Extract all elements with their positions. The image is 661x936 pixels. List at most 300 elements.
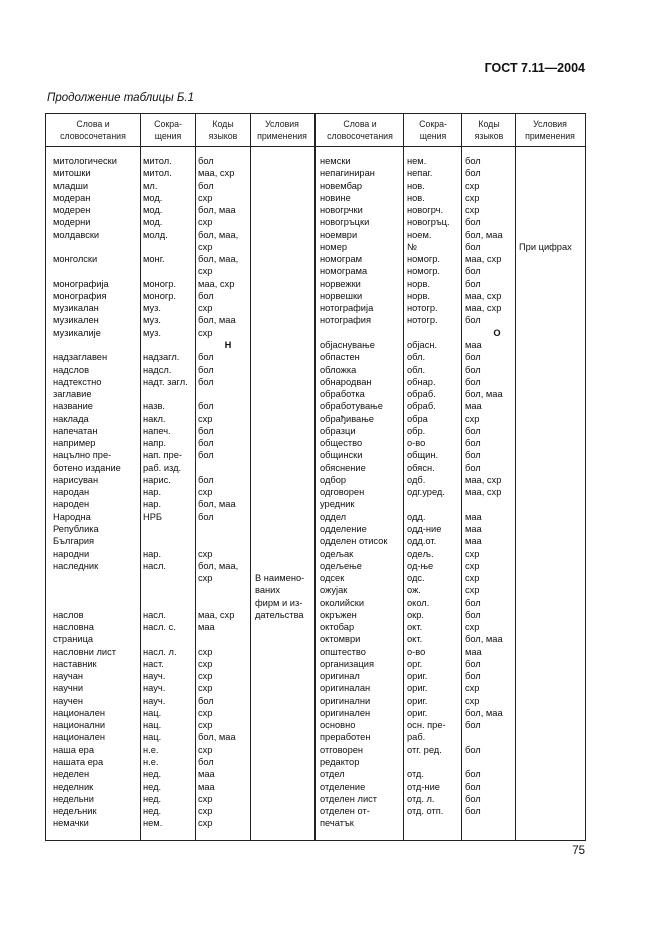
table-row	[314, 449, 586, 461]
table-row	[314, 633, 586, 645]
header-abbr: Сокра-щения	[419, 118, 447, 141]
abbr-cell: одд.	[407, 511, 426, 522]
abbr-cell: НРБ	[143, 511, 163, 522]
word-cell: отделение	[320, 781, 366, 792]
abbr-cell: молд.	[143, 229, 168, 240]
code-cell: схр	[465, 573, 480, 584]
word-cell: монголски	[53, 254, 98, 265]
code-cell: схр	[198, 744, 213, 755]
header-words: Слова и словосочетания	[60, 118, 126, 141]
abbr-cell: насл. с.	[143, 622, 176, 633]
abbr-cell: осн. пре-	[407, 720, 446, 731]
table-row	[45, 180, 314, 192]
table-row	[314, 351, 586, 363]
code-cell: маа, схр	[465, 254, 502, 265]
word-cell: нотография	[320, 315, 372, 326]
abbr-cell: окт.	[407, 622, 423, 633]
table-row	[45, 278, 314, 290]
word-cell: новембар	[320, 180, 363, 191]
table-row	[45, 167, 314, 179]
word-cell: оддел	[320, 511, 347, 522]
header-conditions: Условия применения	[257, 118, 307, 141]
abbr-cell: нац.	[143, 732, 162, 743]
table-row	[45, 364, 314, 376]
table-row	[45, 265, 314, 277]
code-cell: маа	[465, 511, 482, 522]
table-row	[314, 719, 586, 731]
table-row	[314, 560, 586, 572]
table-row	[45, 511, 314, 523]
word-cell: обработка	[320, 389, 365, 400]
table-row	[45, 474, 314, 486]
word-cell: неделен	[53, 769, 90, 780]
word-cell: нарисуван	[53, 474, 99, 485]
abbr-cell: новогрч.	[407, 205, 444, 216]
table-row	[45, 744, 314, 756]
abbr-cell: нед.	[143, 806, 162, 817]
code-cell: схр	[465, 548, 480, 559]
abbr-cell: ориг.	[407, 683, 428, 694]
code-cell: схр	[198, 818, 213, 829]
code-cell: бол	[465, 769, 481, 780]
table-row	[45, 498, 314, 510]
code-cell: бол	[465, 781, 481, 792]
word-cell: непагиниран	[320, 168, 375, 179]
word-cell: номограм	[320, 254, 362, 265]
word-cell: общество	[320, 438, 363, 449]
word-cell: отговорен	[320, 744, 364, 755]
table-row	[314, 756, 586, 768]
abbr-cell: одд-ние	[407, 523, 442, 534]
abbr-cell: окт.	[407, 634, 423, 645]
table-row	[314, 400, 586, 412]
table-row	[45, 302, 314, 314]
code-cell: бол	[465, 806, 481, 817]
table-row	[314, 682, 586, 694]
table-row	[45, 437, 314, 449]
table-row	[45, 756, 314, 768]
word-cell: народан	[53, 487, 90, 498]
abbr-cell: нед.	[143, 793, 162, 804]
word-cell: монографија	[53, 278, 109, 289]
table-row	[314, 805, 586, 817]
abbr-cell: науч.	[143, 683, 166, 694]
section-letter: Н	[224, 339, 232, 350]
note-line: При цифрах	[519, 241, 572, 252]
code-cell: бол	[198, 474, 214, 485]
word-cell: недељник	[53, 806, 97, 817]
abbr-cell: нап. пре-	[143, 450, 182, 461]
header-abbr: Сокра-щения	[154, 118, 182, 141]
word-cell: насловни лист	[53, 646, 117, 657]
abbr-cell: мод.	[143, 192, 163, 203]
word-cell: ботено издание	[53, 462, 121, 473]
abbr-cell: нар.	[143, 499, 162, 510]
code-cell: бол, маа,	[198, 254, 239, 265]
word-cell: одељак	[320, 548, 354, 559]
table-row	[45, 229, 314, 241]
table-row	[314, 597, 586, 609]
table-row	[45, 793, 314, 805]
table-row	[314, 180, 586, 192]
word-cell: модерни	[53, 217, 91, 228]
table-row	[314, 253, 586, 265]
word-cell: България	[53, 536, 95, 547]
table-row	[45, 670, 314, 682]
table-row	[314, 707, 586, 719]
table-row	[314, 731, 586, 743]
word-cell: околийски	[320, 597, 365, 608]
word-cell: младши	[53, 180, 89, 191]
word-cell: модерен	[53, 205, 91, 216]
word-cell: научни	[53, 683, 84, 694]
abbr-cell: одс.	[407, 573, 425, 584]
code-cell: схр	[465, 560, 480, 571]
code-cell: маа	[465, 536, 482, 547]
table-row	[314, 278, 586, 290]
abbr-cell: нотогр.	[407, 315, 438, 326]
word-cell: нашата ера	[53, 757, 104, 768]
abbr-cell: надзагл.	[143, 352, 180, 363]
table-row	[314, 437, 586, 449]
table-row	[314, 216, 586, 228]
word-cell: редактор	[320, 757, 360, 768]
abbr-cell: ноем.	[407, 229, 432, 240]
abbr-cell: накл.	[143, 413, 166, 424]
table-row	[45, 646, 314, 658]
abbr-cell: ориг.	[407, 671, 428, 682]
table-row	[45, 253, 314, 265]
word-cell: обнародван	[320, 376, 372, 387]
code-cell: маа, схр	[198, 168, 235, 179]
code-cell: маа, схр	[198, 278, 235, 289]
abbr-cell: обр.	[407, 425, 426, 436]
table-row	[45, 204, 314, 216]
word-cell: наследник	[53, 560, 99, 571]
word-cell: национални	[53, 720, 106, 731]
word-cell: основно	[320, 720, 356, 731]
table-row	[314, 572, 586, 584]
table-row	[45, 621, 314, 633]
abbr-cell: напр.	[143, 438, 167, 449]
code-cell: бол	[198, 401, 214, 412]
code-cell: бол, маа	[465, 707, 503, 718]
code-cell: бол	[465, 597, 481, 608]
standard-code: ГОСТ 7.11—2004	[484, 61, 585, 75]
word-cell: уредник	[320, 499, 355, 510]
code-cell: бол	[198, 290, 214, 301]
word-cell: надслов	[53, 364, 90, 375]
abbr-cell: обл.	[407, 352, 426, 363]
table-row	[314, 265, 586, 277]
code-cell: схр	[198, 413, 213, 424]
abbr-cell: нем.	[143, 818, 163, 829]
page-number: 75	[572, 845, 585, 857]
code-cell: бол	[198, 438, 214, 449]
table-caption: Продолжение таблицы Б.1	[47, 92, 194, 104]
abbr-cell: непаг.	[407, 168, 433, 179]
code-cell: схр	[198, 671, 213, 682]
table-row	[314, 229, 586, 241]
code-cell: схр	[465, 622, 480, 633]
note-line: В наимено-	[255, 573, 305, 584]
table-row	[314, 425, 586, 437]
abbr-cell: назв.	[143, 401, 165, 412]
abbr-cell: митол.	[143, 156, 172, 166]
table-row	[314, 658, 586, 670]
code-cell: схр	[198, 793, 213, 804]
abbr-cell: норв.	[407, 278, 430, 289]
table-row	[314, 413, 586, 425]
table-row	[314, 744, 586, 756]
word-cell: норвешки	[320, 290, 363, 301]
code-cell: бол, маа	[465, 229, 503, 240]
table-row	[45, 290, 314, 302]
table-row	[45, 241, 314, 253]
table-row	[45, 560, 314, 572]
abbr-cell: отд. отп.	[407, 806, 444, 817]
abbr-cell: обясн.	[407, 462, 435, 473]
code-cell: схр	[198, 327, 213, 338]
code-cell: схр	[198, 707, 213, 718]
abbr-cell: наст.	[143, 658, 164, 669]
code-cell: бол	[465, 425, 481, 436]
abbr-cell: нац.	[143, 720, 162, 731]
code-cell: бол	[198, 352, 214, 363]
word-cell: оригиналан	[320, 683, 371, 694]
code-cell: бол	[198, 757, 214, 768]
table-row	[314, 498, 586, 510]
word-cell: нотографија	[320, 303, 374, 314]
word-cell: заглавие	[53, 389, 92, 400]
abbr-cell: отд. л.	[407, 793, 435, 804]
abbr-cell: одд.от.	[407, 536, 437, 547]
abbr-cell: обраб.	[407, 401, 436, 412]
code-cell: схр	[198, 192, 213, 203]
code-cell: схр	[465, 413, 480, 424]
abbr-cell: мл.	[143, 180, 158, 191]
code-cell: бол, маа,	[198, 229, 239, 240]
code-cell: схр	[198, 573, 213, 584]
abbr-cell: нар.	[143, 548, 162, 559]
word-cell: новогръцки	[320, 217, 370, 228]
code-cell: бол	[465, 364, 481, 375]
word-cell: отделен лист	[320, 793, 378, 804]
abbr-cell: нар.	[143, 487, 162, 498]
word-cell: немски	[320, 156, 351, 166]
code-cell: маа	[465, 646, 482, 657]
word-cell: оригинални	[320, 695, 371, 706]
word-cell: страница	[53, 634, 94, 645]
word-cell: музикалије	[53, 327, 101, 338]
table-row	[314, 474, 586, 486]
code-cell: бол	[465, 352, 481, 363]
table-row	[45, 425, 314, 437]
abbr-cell: норв.	[407, 290, 430, 301]
word-cell: модеран	[53, 192, 91, 203]
word-cell: одбор	[320, 474, 347, 485]
abbr-cell: н.е.	[143, 757, 159, 768]
code-cell: бол	[465, 671, 481, 682]
code-cell: схр	[465, 192, 480, 203]
word-cell: печатък	[320, 818, 354, 829]
table-row	[314, 548, 586, 560]
word-cell: одделен отисок	[320, 536, 388, 547]
code-cell: бол	[465, 450, 481, 461]
abbr-cell: нов.	[407, 180, 425, 191]
word-cell: одсек	[320, 573, 345, 584]
abbreviation-table	[45, 113, 586, 841]
code-cell: схр	[198, 303, 213, 314]
code-cell: схр	[465, 683, 480, 694]
code-cell: бол, маа,	[198, 560, 239, 571]
abbr-cell: објасн.	[407, 339, 438, 350]
code-cell: бол	[465, 156, 481, 166]
code-cell: бол	[465, 266, 481, 277]
abbr-cell: новогръц.	[407, 217, 450, 228]
abbr-cell: митол.	[143, 168, 172, 179]
table-row	[314, 768, 586, 780]
word-cell: напечатан	[53, 425, 98, 436]
word-cell: название	[53, 401, 93, 412]
code-cell: бол, маа	[198, 315, 236, 326]
abbr-cell: орг.	[407, 658, 423, 669]
code-cell: бол	[465, 315, 481, 326]
word-cell: музикален	[53, 315, 99, 326]
abbr-cell: одељ.	[407, 548, 434, 559]
table-row	[314, 167, 586, 179]
code-cell: схр	[198, 266, 213, 277]
table-row	[314, 327, 586, 339]
word-cell: Народна	[53, 511, 91, 522]
table-row	[45, 523, 314, 535]
code-cell: бол	[198, 156, 214, 166]
table-row	[314, 535, 586, 547]
table-row	[314, 339, 586, 351]
code-cell: бол	[465, 241, 481, 252]
table-row	[314, 670, 586, 682]
code-cell: схр	[198, 683, 213, 694]
abbr-cell: надсл.	[143, 364, 172, 375]
table-row	[45, 413, 314, 425]
word-cell: номограма	[320, 266, 368, 277]
code-cell: бол	[465, 658, 481, 669]
table-row	[314, 376, 586, 388]
abbr-cell: насл.	[143, 609, 166, 620]
abbr-cell: о-во	[407, 438, 426, 449]
code-cell: бол, маа	[465, 634, 503, 645]
code-cell: бол	[465, 609, 481, 620]
table-row	[45, 817, 314, 829]
table-row	[314, 695, 586, 707]
abbr-cell: нац.	[143, 707, 162, 718]
word-cell: немачки	[53, 818, 89, 829]
code-cell: схр	[465, 205, 480, 216]
word-cell: наклада	[53, 413, 89, 424]
word-cell: обпастен	[320, 352, 360, 363]
table-row	[45, 707, 314, 719]
table-row	[45, 805, 314, 817]
word-cell: музикалан	[53, 303, 99, 314]
word-cell: окръжен	[320, 609, 357, 620]
code-cell: бол	[198, 450, 214, 461]
abbr-cell: мод.	[143, 217, 163, 228]
word-cell: обложка	[320, 364, 357, 375]
header-conditions: Условия применения	[525, 118, 575, 141]
code-cell: маа	[198, 622, 215, 633]
table-row	[45, 719, 314, 731]
abbr-cell: нотогр.	[407, 303, 438, 314]
table-row	[314, 781, 586, 793]
code-cell: схр	[465, 180, 480, 191]
table-row	[45, 731, 314, 743]
table-row	[314, 155, 586, 167]
table-row	[314, 793, 586, 805]
table-row	[45, 535, 314, 547]
abbr-cell: ориг.	[407, 707, 428, 718]
word-cell: оригинален	[320, 707, 371, 718]
abbr-cell: нед.	[143, 781, 162, 792]
table-row	[314, 290, 586, 302]
abbr-cell: раб. изд.	[143, 462, 182, 473]
code-cell: бол	[465, 744, 481, 755]
table-row	[314, 584, 586, 596]
abbr-cell: муз.	[143, 303, 161, 314]
word-cell: одељење	[320, 560, 362, 571]
word-cell: преработен	[320, 732, 371, 743]
word-cell: наслов	[53, 609, 84, 620]
table-row	[314, 511, 586, 523]
table-row	[314, 523, 586, 535]
abbr-cell: нем.	[407, 156, 427, 166]
word-cell: обработување	[320, 401, 383, 412]
table-row	[45, 633, 314, 645]
table-row	[314, 388, 586, 400]
code-cell: схр	[198, 548, 213, 559]
abbr-cell: насл.	[143, 560, 166, 571]
table-row	[45, 339, 314, 351]
abbr-cell: надт. загл.	[143, 376, 188, 387]
abbr-cell: муз.	[143, 327, 161, 338]
table-row	[45, 682, 314, 694]
word-cell: октомври	[320, 634, 361, 645]
table-row	[314, 302, 586, 314]
code-cell: маа	[198, 769, 215, 780]
abbr-cell: насл. л.	[143, 646, 177, 657]
word-cell: ноември	[320, 229, 358, 240]
abbr-cell: обраб.	[407, 389, 436, 400]
code-cell: бол, маа	[198, 732, 236, 743]
abbr-cell: окр.	[407, 609, 424, 620]
abbr-cell: науч.	[143, 671, 166, 682]
table-row	[45, 548, 314, 560]
code-cell: бол	[198, 364, 214, 375]
table-row	[45, 658, 314, 670]
abbr-cell: муз.	[143, 315, 161, 326]
code-cell: бол	[198, 425, 214, 436]
code-cell: схр	[465, 695, 480, 706]
conditions-note	[519, 241, 572, 253]
right-half-rows	[314, 155, 586, 837]
code-cell: маа, схр	[465, 487, 502, 498]
table-row	[314, 817, 586, 829]
table-row	[314, 462, 586, 474]
code-cell: бол, маа	[198, 499, 236, 510]
code-cell: бол	[465, 278, 481, 289]
abbr-cell: моногр.	[143, 290, 177, 301]
code-cell: бол	[465, 217, 481, 228]
abbr-cell: одг.уред.	[407, 487, 445, 498]
